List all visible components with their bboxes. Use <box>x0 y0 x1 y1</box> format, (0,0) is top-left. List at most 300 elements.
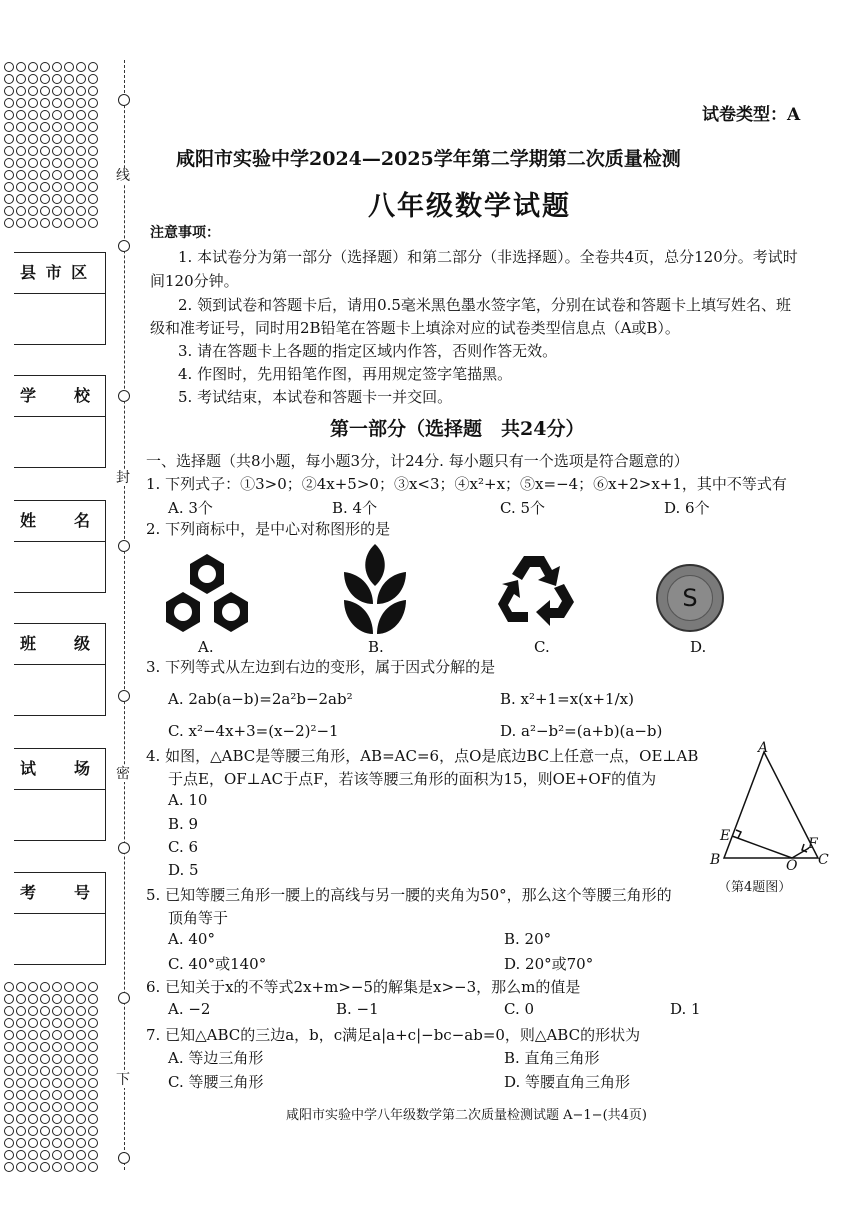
binding-dot <box>4 994 14 1004</box>
binding-dot <box>88 134 98 144</box>
binding-dot <box>52 194 62 204</box>
binding-dot <box>28 1138 38 1148</box>
binding-dot <box>64 1102 74 1112</box>
binding-dot <box>4 74 14 84</box>
binding-dot <box>52 170 62 180</box>
binding-dot <box>64 1042 74 1052</box>
binding-dot <box>88 982 98 992</box>
binding-dot <box>88 110 98 120</box>
binding-dot <box>64 1138 74 1148</box>
binding-dot <box>4 1042 14 1052</box>
binding-dot <box>28 1126 38 1136</box>
binding-dot <box>4 158 14 168</box>
binding-dot <box>76 158 86 168</box>
binding-dot <box>16 206 26 216</box>
binding-dot <box>40 170 50 180</box>
question-3-stem: 3. 下列等式从左边到右边的变形，属于因式分解的是 <box>146 658 496 676</box>
seal-char: 线 <box>116 168 130 184</box>
binding-dot <box>28 1114 38 1124</box>
logo-a-hexnuts <box>160 552 254 636</box>
q5-option-a: A. 40° <box>168 930 215 948</box>
binding-dot <box>40 1138 50 1148</box>
binding-dot <box>16 170 26 180</box>
q2-option-d: D. <box>690 638 707 656</box>
binding-dot <box>76 1102 86 1112</box>
binding-dot <box>28 146 38 156</box>
binding-dot <box>88 182 98 192</box>
binding-dot <box>40 1162 50 1172</box>
q1-option-b: B. 4个 <box>332 499 378 517</box>
question-4-stem-line2: 于点E，OF⊥AC于点F，若该等腰三角形的面积为15，则OE+OF的值为 <box>168 770 657 788</box>
binding-dot <box>88 170 98 180</box>
binding-dot <box>76 1126 86 1136</box>
binding-dot <box>4 170 14 180</box>
binding-dot <box>76 982 86 992</box>
binding-dot <box>64 98 74 108</box>
binding-dot <box>4 1090 14 1100</box>
binding-dot <box>28 134 38 144</box>
binding-dot <box>40 194 50 204</box>
binding-dot <box>16 1138 26 1148</box>
binding-dot <box>16 134 26 144</box>
binding-dot <box>4 1126 14 1136</box>
binding-dot <box>64 1126 74 1136</box>
binding-dot <box>52 146 62 156</box>
binding-dot <box>28 1006 38 1016</box>
binding-dot <box>52 1030 62 1040</box>
binding-dot <box>64 158 74 168</box>
binding-dot <box>88 86 98 96</box>
binding-dot <box>88 1090 98 1100</box>
binding-dot <box>64 1066 74 1076</box>
binding-dot <box>40 1006 50 1016</box>
binding-dot <box>4 1030 14 1040</box>
binding-dot <box>28 194 38 204</box>
exam-type: 试卷类型：A <box>702 105 801 125</box>
note-line: 3. 请在答题卡上各题的指定区域内作答，否则作答无效。 <box>178 342 558 360</box>
q2-option-b: B. <box>368 638 384 656</box>
binding-dot <box>40 134 50 144</box>
binding-dot <box>52 1066 62 1076</box>
binding-dot <box>64 1054 74 1064</box>
binding-dot <box>88 1114 98 1124</box>
binding-dot <box>4 1114 14 1124</box>
question-4-stem-line1: 4. 如图，△ABC是等腰三角形，AB=AC=6，点O是底边BC上任意一点，OE⊥AB <box>146 747 699 765</box>
fig-label-e: E <box>720 828 731 844</box>
binding-dot <box>64 206 74 216</box>
binding-dot <box>4 1054 14 1064</box>
q1-option-d: D. 6个 <box>664 499 710 517</box>
binding-dot <box>28 1042 38 1052</box>
binding-dot <box>52 122 62 132</box>
binding-dot <box>40 1018 50 1028</box>
q4-option-c: C. 6 <box>168 838 199 856</box>
binding-dot <box>76 1042 86 1052</box>
binding-dot <box>88 218 98 228</box>
part1-title: 第一部分（选择题 共24分） <box>330 418 585 440</box>
notes-heading: 注意事项： <box>150 225 220 241</box>
binding-dot <box>16 1030 26 1040</box>
field-name: 姓 名 <box>14 500 106 593</box>
seal-circle <box>118 390 130 402</box>
q3-option-b: B. x²+1=x(x+1/x) <box>500 690 634 708</box>
binding-dot <box>16 994 26 1004</box>
binding-dot <box>52 1102 62 1112</box>
binding-dot <box>64 994 74 1004</box>
binding-dot <box>16 182 26 192</box>
binding-dot <box>52 1006 62 1016</box>
q4-option-b: B. 9 <box>168 815 199 833</box>
binding-dot <box>16 1150 26 1160</box>
binding-dot <box>64 86 74 96</box>
binding-dot <box>28 86 38 96</box>
binding-dot <box>40 122 50 132</box>
binding-dot <box>16 194 26 204</box>
seal-circle <box>118 842 130 854</box>
binding-dot <box>88 122 98 132</box>
binding-dot <box>52 1090 62 1100</box>
binding-dot <box>64 182 74 192</box>
binding-dot <box>40 62 50 72</box>
logo-c-recycle <box>494 550 580 628</box>
binding-dot <box>88 1126 98 1136</box>
binding-dot <box>64 218 74 228</box>
binding-dot <box>4 1150 14 1160</box>
q7-option-d: D. 等腰直角三角形 <box>504 1073 631 1091</box>
binding-dot <box>40 218 50 228</box>
binding-dot <box>88 1162 98 1172</box>
binding-dot <box>16 146 26 156</box>
binding-dot <box>76 86 86 96</box>
binding-dot <box>28 1090 38 1100</box>
binding-dot <box>64 146 74 156</box>
binding-dot <box>4 1078 14 1088</box>
binding-dots-top <box>4 62 98 228</box>
binding-dot <box>76 1114 86 1124</box>
binding-dot <box>52 1126 62 1136</box>
binding-dot <box>76 1066 86 1076</box>
binding-dot <box>28 170 38 180</box>
binding-dot <box>64 1114 74 1124</box>
q5-option-b: B. 20° <box>504 930 552 948</box>
binding-dot <box>64 1030 74 1040</box>
binding-dot <box>88 1030 98 1040</box>
binding-dot <box>40 86 50 96</box>
binding-dot <box>40 1114 50 1124</box>
binding-dot <box>76 1018 86 1028</box>
binding-dot <box>16 86 26 96</box>
binding-dot <box>64 170 74 180</box>
binding-dot <box>52 1078 62 1088</box>
binding-dot <box>88 158 98 168</box>
binding-dot <box>88 206 98 216</box>
note-line: 2. 领到试卷和答题卡后，请用0.5毫米黑色墨水签字笔，分别在试卷和答题卡上填写姓名、班 <box>178 296 791 314</box>
binding-dot <box>40 146 50 156</box>
binding-dot <box>40 1150 50 1160</box>
binding-dot <box>76 194 86 204</box>
field-county: 县 市 区 <box>14 252 106 345</box>
binding-dot <box>64 982 74 992</box>
note-line: 间120分钟。 <box>150 272 239 290</box>
q7-option-c: C. 等腰三角形 <box>168 1073 264 1091</box>
binding-dot <box>64 74 74 84</box>
binding-dot <box>64 1150 74 1160</box>
binding-dot <box>28 62 38 72</box>
binding-dot <box>28 1054 38 1064</box>
binding-dot <box>76 98 86 108</box>
binding-dot <box>52 158 62 168</box>
q6-option-a: A. −2 <box>168 1000 211 1018</box>
binding-dot <box>40 1090 50 1100</box>
binding-dot <box>88 62 98 72</box>
binding-dot <box>28 1150 38 1160</box>
seal-circle <box>118 690 130 702</box>
fig-label-b: B <box>710 852 721 868</box>
seal-char: 下 <box>116 1072 130 1088</box>
note-line: 1. 本试卷分为第一部分（选择题）和第二部分（非选择题）。全卷共4页，总分120分。考试时 <box>178 248 798 266</box>
binding-dot <box>16 1018 26 1028</box>
field-exam-number: 考 号 <box>14 872 106 965</box>
section1-heading: 一、选择题（共8小题，每小题3分，计24分. 每小题只有一个选项是符合题意的） <box>146 452 689 470</box>
binding-dot <box>88 194 98 204</box>
q4-figure-caption: （第4题图） <box>718 880 792 895</box>
question-1-stem: 1. 下列式子：①3>0；②4x+5>0；③x<3；④x²+x；⑤x=−4；⑥x+2>x+1，其中不等式有 <box>146 475 787 493</box>
binding-dot <box>52 74 62 84</box>
binding-dot <box>28 1078 38 1088</box>
binding-dot <box>52 982 62 992</box>
q5-option-d: D. 20°或70° <box>504 955 594 973</box>
header-title: 咸阳市实验中学2024—2025学年第二学期第二次质量检测 <box>176 148 681 170</box>
q7-option-a: A. 等边三角形 <box>168 1049 264 1067</box>
q4-option-d: D. 5 <box>168 861 199 879</box>
binding-dot <box>16 98 26 108</box>
question-5-stem-line2: 顶角等于 <box>168 909 229 927</box>
binding-dot <box>4 194 14 204</box>
q2-option-a: A. <box>198 638 214 656</box>
binding-dot <box>76 1030 86 1040</box>
binding-dot <box>16 1006 26 1016</box>
q6-option-b: B. −1 <box>336 1000 379 1018</box>
binding-dot <box>4 1162 14 1172</box>
q2-option-c: C. <box>534 638 550 656</box>
q3-option-d: D. a²−b²=(a+b)(a−b) <box>500 722 663 740</box>
binding-dot <box>4 218 14 228</box>
binding-dot <box>16 62 26 72</box>
seal-circle <box>118 992 130 1004</box>
binding-dot <box>88 1018 98 1028</box>
seal-circle <box>118 94 130 106</box>
seal-char: 封 <box>116 470 130 486</box>
binding-dot <box>76 1162 86 1172</box>
binding-dot <box>28 122 38 132</box>
binding-dot <box>76 62 86 72</box>
binding-dot <box>4 122 14 132</box>
binding-dot <box>88 994 98 1004</box>
binding-dot <box>28 98 38 108</box>
binding-dot <box>88 1078 98 1088</box>
binding-dot <box>40 994 50 1004</box>
fig-label-f: F <box>808 836 818 852</box>
binding-dot <box>16 122 26 132</box>
binding-dot <box>64 1162 74 1172</box>
binding-dot <box>76 146 86 156</box>
binding-dot <box>16 1066 26 1076</box>
binding-dot <box>4 1066 14 1076</box>
binding-dot <box>16 1126 26 1136</box>
binding-dot <box>40 1054 50 1064</box>
binding-dot <box>16 1102 26 1112</box>
binding-dot <box>52 86 62 96</box>
binding-dot <box>4 134 14 144</box>
binding-dot <box>28 74 38 84</box>
question-2-stem: 2. 下列商标中，是中心对称图形的是 <box>146 520 391 538</box>
binding-dot <box>52 1018 62 1028</box>
field-exam-room: 试 场 <box>14 748 106 841</box>
binding-dot <box>28 1066 38 1076</box>
fig-label-o: O <box>786 858 798 870</box>
binding-dot <box>4 182 14 192</box>
binding-dot <box>40 182 50 192</box>
binding-dot <box>28 110 38 120</box>
binding-dot <box>40 1030 50 1040</box>
binding-dot <box>28 1030 38 1040</box>
q3-option-a: A. 2ab(a−b)=2a²b−2ab² <box>168 690 353 708</box>
binding-dot <box>28 1102 38 1112</box>
binding-dot <box>64 1018 74 1028</box>
binding-dot <box>4 1018 14 1028</box>
binding-dot <box>52 218 62 228</box>
binding-dot <box>40 1102 50 1112</box>
binding-dot <box>88 1042 98 1052</box>
binding-dot <box>76 182 86 192</box>
binding-dot <box>76 74 86 84</box>
binding-dot <box>4 86 14 96</box>
binding-dot <box>76 170 86 180</box>
binding-dot <box>64 110 74 120</box>
binding-dot <box>52 1150 62 1160</box>
field-class: 班 级 <box>14 623 106 716</box>
q6-option-d: D. 1 <box>670 1000 701 1018</box>
binding-dot <box>88 146 98 156</box>
question-7-stem: 7. 已知△ABC的三边a，b，c满足a|a+c|−bc−ab=0，则△ABC的形状为 <box>146 1026 641 1044</box>
binding-dot <box>88 1150 98 1160</box>
binding-dot <box>52 1114 62 1124</box>
binding-dot <box>76 134 86 144</box>
binding-dot <box>88 1006 98 1016</box>
binding-dot <box>16 1162 26 1172</box>
binding-dot <box>76 110 86 120</box>
q4-option-a: A. 10 <box>168 791 208 809</box>
binding-dot <box>28 158 38 168</box>
binding-dot <box>28 218 38 228</box>
binding-dot <box>76 1150 86 1160</box>
binding-dot <box>88 1138 98 1148</box>
binding-dot <box>40 1078 50 1088</box>
binding-dot <box>4 1138 14 1148</box>
question-6-stem: 6. 已知关于x的不等式2x+m>−5的解集是x>−3，那么m的值是 <box>146 978 581 996</box>
binding-dot <box>52 206 62 216</box>
binding-dot <box>4 1102 14 1112</box>
logo-d-coin <box>656 564 724 632</box>
binding-dot <box>40 98 50 108</box>
binding-dot <box>40 1066 50 1076</box>
logo-d-letter: S <box>667 575 713 621</box>
binding-dot <box>76 1054 86 1064</box>
binding-dot <box>4 98 14 108</box>
page-footer: 咸阳市实验中学八年级数学第二次质量检测试题 A−1−(共4页) <box>286 1108 647 1123</box>
binding-dot <box>52 1162 62 1172</box>
q3-option-c: C. x²−4x+3=(x−2)²−1 <box>168 722 339 740</box>
binding-dot <box>88 74 98 84</box>
binding-dot <box>64 1078 74 1088</box>
binding-dot <box>52 1054 62 1064</box>
binding-dot <box>76 1090 86 1100</box>
binding-dot <box>4 206 14 216</box>
binding-dot <box>28 182 38 192</box>
q5-option-c: C. 40°或140° <box>168 955 267 973</box>
binding-dot <box>88 98 98 108</box>
binding-dot <box>40 74 50 84</box>
binding-dot <box>88 1054 98 1064</box>
binding-dot <box>16 1114 26 1124</box>
binding-dot <box>76 1078 86 1088</box>
binding-dot <box>16 110 26 120</box>
q7-option-b: B. 直角三角形 <box>504 1049 600 1067</box>
q1-option-c: C. 5个 <box>500 499 546 517</box>
seal-circle <box>118 240 130 252</box>
binding-dot <box>88 1066 98 1076</box>
binding-dot <box>64 134 74 144</box>
binding-dot <box>16 1090 26 1100</box>
main-title: 八年级数学试题 <box>368 191 571 222</box>
logo-b-plant <box>340 542 410 636</box>
binding-dot <box>40 982 50 992</box>
binding-dot <box>4 62 14 72</box>
seal-char: 密 <box>116 766 130 782</box>
binding-dot <box>16 74 26 84</box>
binding-dot <box>16 982 26 992</box>
binding-dot <box>52 994 62 1004</box>
q6-option-c: C. 0 <box>504 1000 535 1018</box>
binding-dot <box>76 994 86 1004</box>
binding-dot <box>28 1162 38 1172</box>
binding-dot <box>28 994 38 1004</box>
binding-dot <box>4 982 14 992</box>
binding-dot <box>76 1006 86 1016</box>
binding-dot <box>28 206 38 216</box>
note-line: 4. 作图时，先用铅笔作图，再用规定签字笔描黑。 <box>178 365 513 383</box>
binding-dot <box>76 206 86 216</box>
binding-dot <box>40 158 50 168</box>
binding-dot <box>16 1042 26 1052</box>
field-school: 学 校 <box>14 375 106 468</box>
binding-dot <box>16 158 26 168</box>
binding-dot <box>88 1102 98 1112</box>
binding-dot <box>52 98 62 108</box>
seal-circle <box>118 540 130 552</box>
binding-dot <box>52 110 62 120</box>
binding-dot <box>4 1006 14 1016</box>
binding-dot <box>76 218 86 228</box>
binding-dot <box>16 1078 26 1088</box>
binding-dot <box>64 62 74 72</box>
binding-dot <box>40 110 50 120</box>
binding-dot <box>76 122 86 132</box>
binding-dot <box>52 62 62 72</box>
binding-dot <box>28 982 38 992</box>
binding-dot <box>64 1090 74 1100</box>
binding-dot <box>52 1138 62 1148</box>
